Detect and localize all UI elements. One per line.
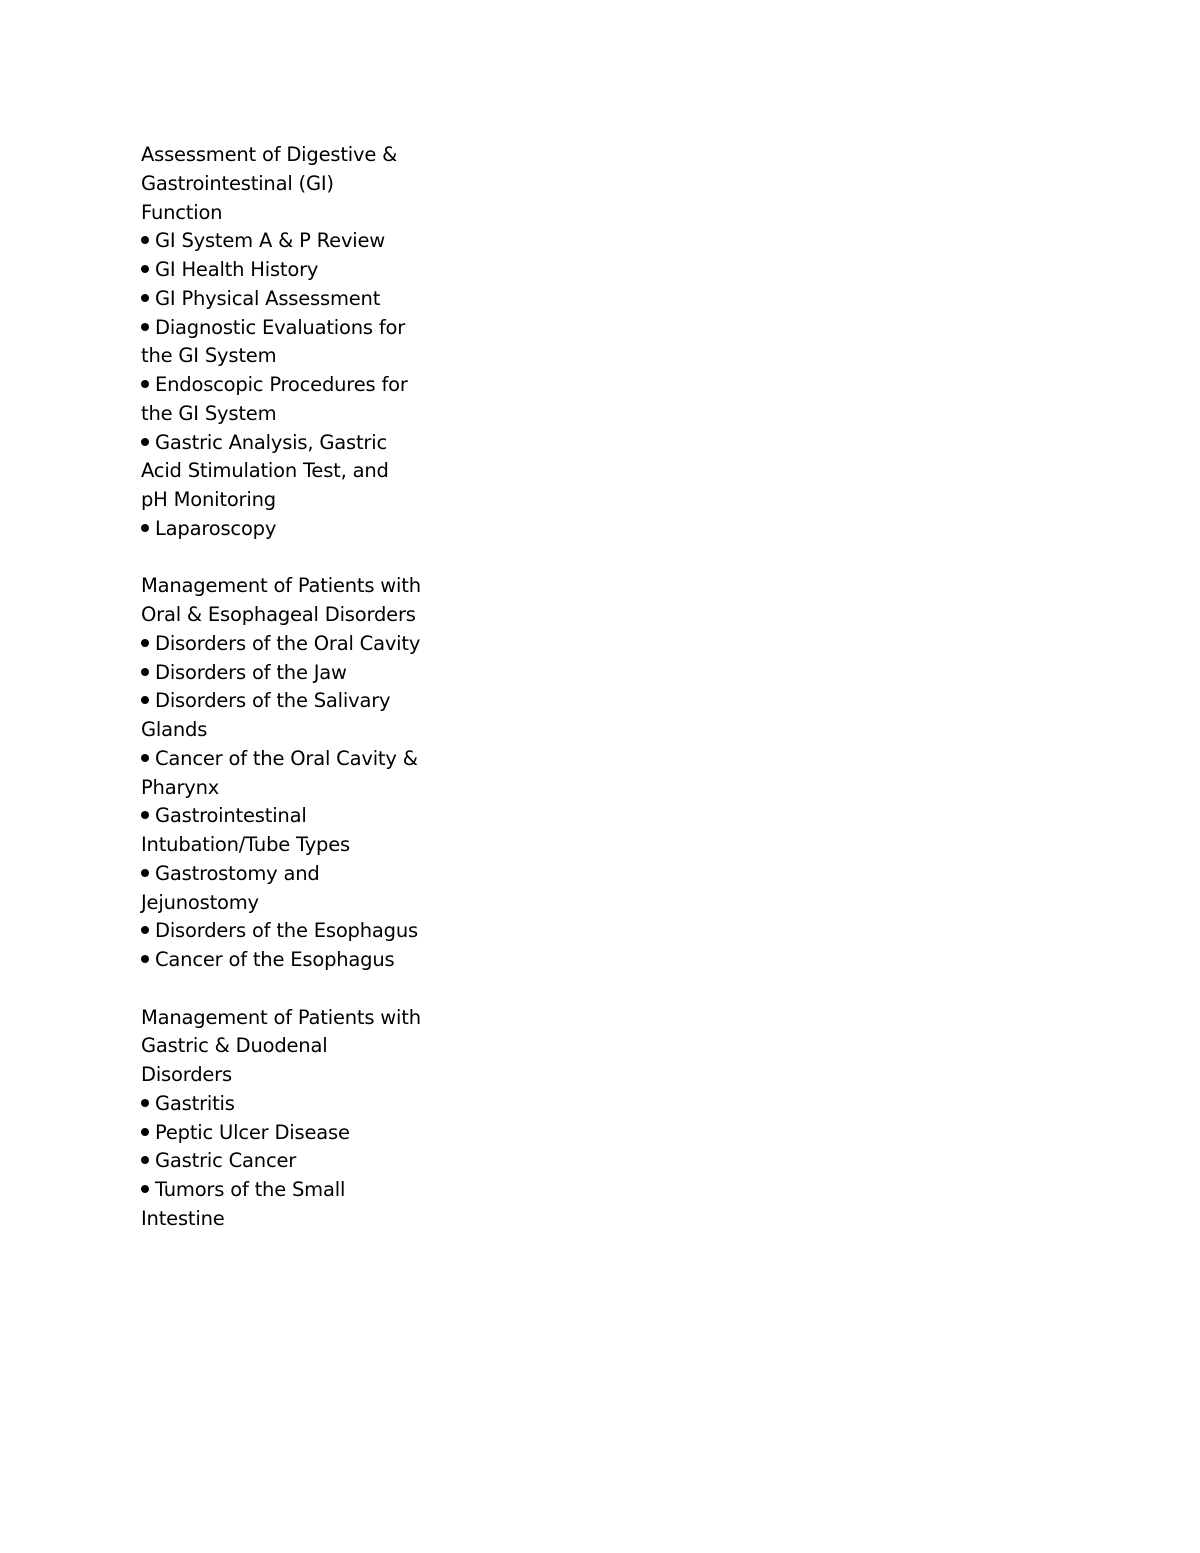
bullet-icon	[141, 1128, 149, 1136]
list-item-text: Diagnostic Evaluations for the GI System	[141, 315, 406, 368]
section-gastric-duodenal	[141, 1004, 421, 1234]
list-item-text: Gastrointestinal Intubation/Tube Types	[141, 804, 350, 856]
list-item-text: Endoscopic Procedures for the GI System	[141, 373, 408, 425]
bullet-icon	[141, 380, 149, 388]
list-item	[141, 227, 421, 256]
list-item-text: Gastric Cancer	[155, 1149, 297, 1173]
list-item-text: Peptic Ulcer Disease	[155, 1120, 350, 1144]
list-item-text: Disorders of the Esophagus	[155, 919, 418, 943]
list-item	[141, 1147, 421, 1176]
bullet-icon	[141, 524, 149, 532]
list-item-text: Gastritis	[155, 1091, 235, 1115]
bullet-icon	[141, 1156, 149, 1164]
bullet-icon	[141, 1185, 149, 1193]
list-item	[141, 1176, 421, 1234]
bullet-list	[141, 227, 421, 543]
bullet-icon	[141, 294, 149, 302]
list-item-text: Disorders of the Salivary Glands	[141, 689, 391, 741]
list-item	[141, 285, 421, 314]
section-oral-esophageal	[141, 572, 421, 975]
bullet-icon	[141, 639, 149, 647]
list-item	[141, 659, 421, 688]
list-item	[141, 745, 421, 803]
bullet-icon	[141, 236, 149, 244]
bullet-icon	[141, 323, 149, 331]
list-item	[141, 687, 421, 745]
list-item	[141, 946, 421, 975]
bullet-icon	[141, 1099, 149, 1107]
list-item-text: Cancer of the Oral Cavity & Pharynx	[141, 746, 418, 799]
bullet-icon	[141, 955, 149, 963]
list-item	[141, 429, 421, 515]
list-item	[141, 256, 421, 285]
list-item	[141, 314, 421, 372]
list-item	[141, 860, 421, 918]
list-item-text: GI Health History	[155, 258, 319, 281]
bullet-icon	[141, 696, 149, 704]
document-content	[141, 141, 421, 1262]
bullet-icon	[141, 265, 149, 273]
list-item-text: Cancer of the Esophagus	[155, 948, 395, 971]
bullet-icon	[141, 811, 149, 819]
list-item	[141, 630, 421, 659]
list-item	[141, 1090, 421, 1119]
bullet-icon	[141, 438, 149, 446]
bullet-icon	[141, 869, 149, 877]
list-item	[141, 515, 421, 544]
list-item-text: GI System A & P Review	[155, 229, 386, 253]
section-gi-assessment	[141, 141, 421, 544]
bullet-list	[141, 1090, 421, 1234]
list-item-text: Gastric Analysis, Gastric Acid Stimulation Test, and pH Monitoring	[141, 430, 389, 511]
list-item-text: Disorders of the Jaw	[155, 660, 347, 684]
section-title: Management of Patients with Oral & Esophageal Disorders	[141, 574, 421, 626]
bullet-icon	[141, 754, 149, 762]
bullet-icon	[141, 668, 149, 676]
list-item-text: Tumors of the Small Intestine	[141, 1178, 346, 1230]
section-title: Assessment of Digestive & Gastrointestinal (GI) Function	[141, 143, 398, 224]
list-item	[141, 802, 421, 860]
list-item	[141, 371, 421, 429]
list-item-text: Laparoscopy	[155, 516, 277, 540]
bullet-list	[141, 630, 421, 975]
section-title: Management of Patients with Gastric & Duodenal Disorders	[141, 1005, 421, 1086]
list-item	[141, 1119, 421, 1148]
list-item	[141, 917, 421, 946]
bullet-icon	[141, 926, 149, 934]
list-item-text: Disorders of the Oral Cavity	[155, 631, 421, 655]
list-item-text: Gastrostomy and Jejunostomy	[141, 861, 320, 914]
list-item-text: GI Physical Assessment	[155, 286, 381, 310]
